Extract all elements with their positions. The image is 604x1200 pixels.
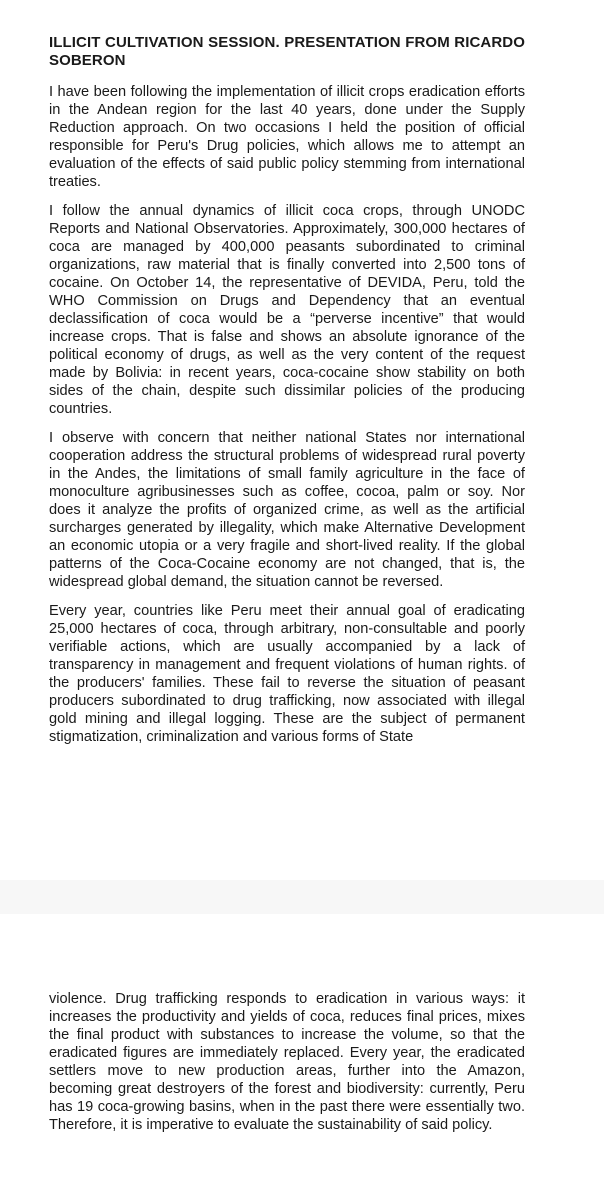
paragraph-2: I follow the annual dynamics of illicit coca crops, through UNODC Reports and National Observatories. Approximately, 300,000 hectares of coca are managed by 400,000 peasants subordinated to criminal organizations, raw material that is finally converted into 2,500 tons of cocaine. On October 14, the representative of DEVIDA, Peru, told the WHO Commission on Drugs and Dependency that an eventual declassification of coca would be a “perverse incentive” that would increase crops. That is false and shows an absolute ignorance of the political economy of drugs, as well as the very content of the request made by Bolivia: in recent years, coca-cocaine show stability on both sides of the chain, despite such dissimilar policies of the producing countries.	[49, 203, 525, 417]
paragraph-1: I have been following the implementation of illicit crops eradication efforts in the Andean region for the last 40 years, done under the Supply Reduction approach. On two occasions I held the position of official responsible for Peru's Drug policies, which allows me to attempt an evaluation of the effects of said public policy stemming from international treaties.	[49, 84, 525, 190]
page-separator	[0, 880, 604, 914]
paragraph-4: Every year, countries like Peru meet their annual goal of eradicating 25,000 hectares of coca, through arbitrary, non-consultable and poorly verifiable actions, which are usually accompanied by a lack of transparency in management and frequent violations of human rights. of the producers' families. These fail to reverse the situation of peasant producers subordinated to drug trafficking, now associated with illegal gold mining and illegal logging. These are the subject of permanent stigmatization, criminalization and various forms of State	[49, 603, 525, 745]
page-2-content	[49, 990, 525, 1134]
paragraph-4-continuation: violence. Drug trafficking responds to eradication in various ways: it increases the productivity and yields of coca, reduces final prices, mixes the final product with substances to increase the volume, so that the eradicated figures are immediately replaced. Every year, the eradicated settlers move to new production areas, further into the Amazon, becoming great destroyers of the forest and biodiversity: currently, Peru has 19 coca-growing basins, when in the past there were essentially two. Therefore, it is imperative to evaluate the sustainability of said policy.	[49, 991, 525, 1133]
page-1-content	[49, 34, 525, 757]
document-page-2	[0, 914, 604, 1200]
document-title: ILLICIT CULTIVATION SESSION. PRESENTATION FROM RICARDO SOBERON	[49, 34, 525, 69]
paragraph-3: I observe with concern that neither national States nor international cooperation address the structural problems of widespread rural poverty in the Andes, the limitations of small family agriculture in the face of monoculture agribusinesses such as coffee, cocoa, palm or soy. Nor does it analyze the profits of organized crime, as well as the artificial surcharges generated by illegality, which make Alternative Development an economic utopia or a very fragile and short-lived reality. If the global patterns of the Coca-Cocaine economy are not changed, that is, the widespread global demand, the situation cannot be reversed.	[49, 430, 525, 590]
